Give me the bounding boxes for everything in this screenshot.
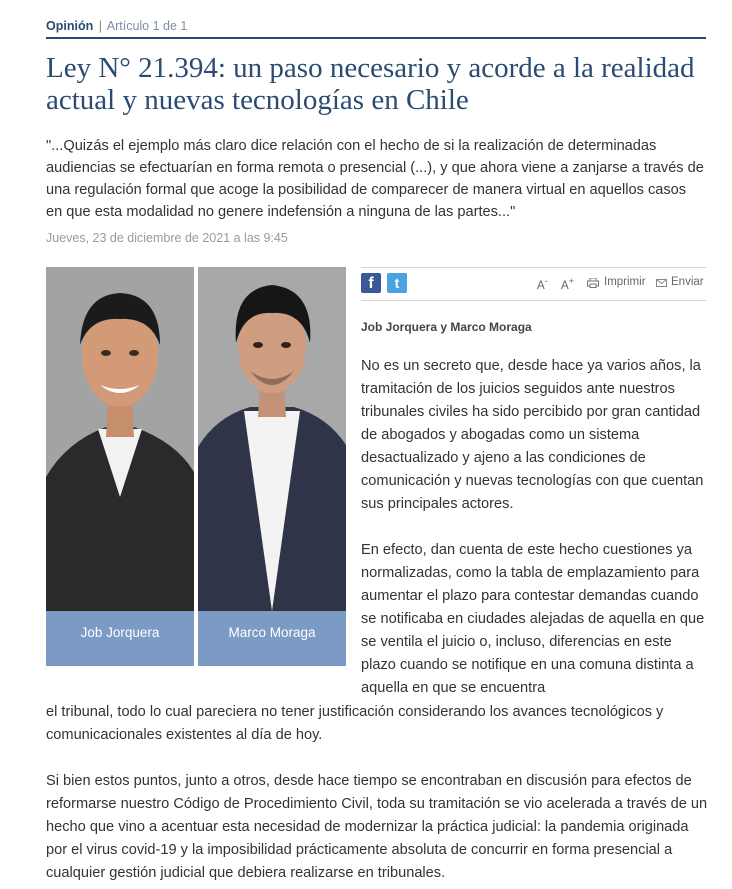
body-paragraph-3: Si bien estos puntos, junto a otros, desde hace tiempo se encontraban en discusión para efectos de reformarse nuestro Código de Procedimiento Civil, toda su tramitación se vio acelerada a través de un hecho que vino a acentuar esta necesidad de modernizar la práctica judicial: la pandemia originada por el virus covid-19 y la imposibilidad prácticamente absoluta de concurrir en forma presencial a cualquier gestión judicial que debiera realizarse en tribunales. [46,773,708,881]
share-toolbar-bottom-rule [361,300,706,301]
plus-sign: + [568,276,574,286]
publish-date: Jueves, 23 de diciembre de 2021 a las 9:45 [46,231,288,245]
body-paragraph-1: No es un secreto que, desde hace ya varios años, la tramitación de los juicios seguidos ante nuestros tribunales civiles ha sido percibido por gran cantidad de abogados y abogadas como un sistema desactualizado y ajeno a las condiciones de comunicación y nuevas tecnologías con que cuentan sus principales actores. [361,358,704,512]
increase-font-letter: A [561,279,569,292]
decrease-font-letter: A [537,279,545,292]
article-lead: "...Quizás el ejemplo más claro dice relación con el hecho de si la realización de determinadas audiencias se efectuarían en forma remota o presencial (...), y que ahora viene a zanjarse a través de una regulación formal que acoge la posibilidad de comparecer de manera virtual en aquellos casos en que esta modalidad no genere indefensión a ninguna de las partes..." [46,138,704,220]
photo-caption-2: Marco Moraga [198,611,346,666]
body-paragraph-2-end: el tribunal, todo lo cual pareciera no tener justificación considerando los avances tecnológicos y comunicacionales existentes al día de hoy. [46,704,664,743]
article-authors: Job Jorquera y Marco Moraga [361,320,532,334]
breadcrumb-section-link[interactable]: Opinión [46,19,94,33]
article-count: Artículo 1 de 1 [106,19,188,33]
article-headline: Ley N° 21.394: un paso necesario y acorde a la realidad actual y nuevas tecnologías en Chile [46,52,695,116]
body-paragraph-2-start: En efecto, dan cuenta de este hecho cuestiones ya normalizadas, como la tabla de emplazamiento para aumentar el plazo para contestar demandas cuando se notificaba en ciudades alejadas de aquella en que se ventila el juicio o, incluso, diferencias en este plazo cuando se notifique en una comuna distinta a aquella en que se encuentra [361,542,705,696]
breadcrumb-separator: | [98,19,102,33]
mail-icon[interactable] [656,279,667,287]
breadcrumb [46,19,187,33]
print-link[interactable]: Imprimir [604,276,646,288]
send-link[interactable]: Enviar [671,276,704,288]
header-divider [46,37,706,39]
photo-caption-1: Job Jorquera [46,611,194,666]
printer-icon[interactable] [587,278,599,288]
minus-sign: - [544,276,548,286]
share-toolbar-top-rule [361,267,706,268]
increase-font-button[interactable] [561,276,574,292]
facebook-icon[interactable]: f [361,273,381,293]
author-photo-job-jorquera [46,267,194,611]
author-photo-marco-moraga [198,267,346,611]
twitter-icon[interactable]: t [387,273,407,293]
decrease-font-button[interactable] [537,276,548,292]
